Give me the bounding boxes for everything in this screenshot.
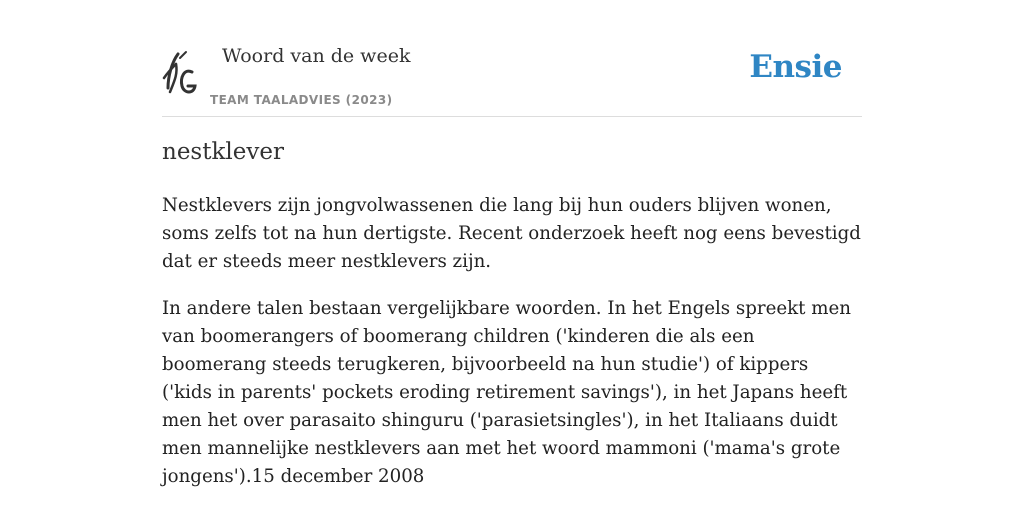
- ensie-logo-link[interactable]: Ensie: [749, 49, 842, 85]
- entry-card: [162, 0, 862, 512]
- entry-body: [162, 192, 862, 510]
- entry-header: [162, 0, 862, 117]
- paragraph-1: Nestklevers zijn jongvolwassenen die lang bij hun ouders blijven wonen, soms zelfs tot na hun dertigste. Recent onderzoek heeft nog eens bevestigd dat er steeds meer nestklevers zijn.: [162, 195, 861, 272]
- entry-date: 15 december 2008: [251, 466, 425, 487]
- headword-title: nestklever: [162, 139, 284, 165]
- taalunie-logo-icon: [162, 48, 198, 96]
- series-title[interactable]: Woord van de week: [222, 45, 411, 67]
- paragraph-2-text: In andere talen bestaan vergelijkbare woorden. In het Engels spreekt men van boomerangers of boomerang children ('kinderen die als een boomerang steeds terugkeren, bijvoorbeeld na hun studie') of kippers ('kids in parents' pockets eroding retirement savings'), in het Japans heeft men het over parasaito shinguru ('parasietsingles'), in het Italiaans duidt men mannelijke nestklevers aan met het woord mammoni ('mama's grote jongens').: [162, 298, 851, 487]
- paragraph-2: [162, 295, 862, 491]
- author-label: TEAM TAALADVIES (2023): [210, 93, 393, 107]
